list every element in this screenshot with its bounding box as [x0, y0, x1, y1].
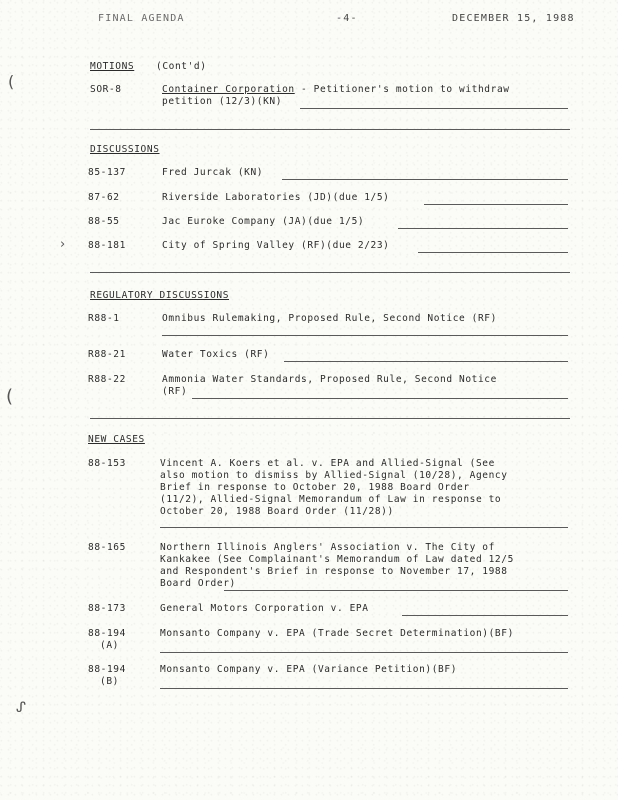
- rule: [300, 108, 568, 109]
- rule: [160, 688, 568, 689]
- rule: [192, 398, 568, 399]
- case-number: 88-165: [88, 542, 126, 553]
- case-description: Vincent A. Koers et al. v. EPA and Allied-Signal (See: [160, 458, 495, 469]
- case-number: 88-194: [88, 628, 126, 639]
- rule: [284, 361, 568, 362]
- new-cases-heading: NEW CASES: [88, 434, 145, 445]
- case-description: October 20, 1988 Board Order (11/28)): [160, 506, 394, 517]
- case-description: General Motors Corporation v. EPA: [160, 603, 369, 614]
- case-number: 88-194: [88, 664, 126, 675]
- case-number: 88-181: [88, 240, 126, 251]
- margin-bracket-icon: (: [6, 386, 14, 407]
- case-subpart: (B): [100, 676, 119, 687]
- case-description: Water Toxics (RF): [162, 349, 270, 360]
- case-description: Monsanto Company v. EPA (Trade Secret Determination)(BF): [160, 628, 514, 639]
- page-number: -4-: [336, 13, 358, 24]
- agenda-date: DECEMBER 15, 1988: [452, 13, 575, 24]
- rule: [90, 272, 570, 273]
- case-description: also motion to dismiss by Allied-Signal (10/28), Agency: [160, 470, 508, 481]
- case-description: Kankakee (See Complainant's Memorandum of Law dated 12/5: [160, 554, 514, 565]
- rule: [224, 590, 568, 591]
- case-description: City of Spring Valley (RF)(due 2/23): [162, 240, 390, 251]
- case-description: Riverside Laboratories (JD)(due 1/5): [162, 192, 390, 203]
- rule: [162, 335, 568, 336]
- case-description: Northern Illinois Anglers' Association v. The City of: [160, 542, 495, 553]
- case-number: R88-21: [88, 349, 126, 360]
- rule: [418, 252, 568, 253]
- arrow-mark-icon: ›: [60, 237, 66, 252]
- case-description: (11/2), Allied-Signal Memorandum of Law in response to: [160, 494, 502, 505]
- case-description: [162, 84, 510, 96]
- rule: [160, 527, 568, 528]
- case-description: Monsanto Company v. EPA (Variance Petition)(BF): [160, 664, 458, 675]
- case-number: 88-173: [88, 603, 126, 614]
- case-description-line2: petition (12/3)(KN): [162, 96, 283, 107]
- case-number: 85-137: [88, 167, 126, 178]
- case-subpart: (A): [100, 640, 119, 651]
- case-number: SOR-8: [90, 84, 122, 95]
- case-number: 88-153: [88, 458, 126, 469]
- agenda-title: FINAL AGENDA: [98, 13, 185, 24]
- case-description: Omnibus Rulemaking, Proposed Rule, Second Notice (RF): [162, 313, 497, 324]
- case-description-rest: - Petitioner's motion to withdraw: [294, 84, 510, 95]
- case-description: and Respondent's Brief in response to November 17, 1988: [160, 566, 508, 577]
- regulatory-heading: REGULATORY DISCUSSIONS: [90, 290, 230, 301]
- rule: [90, 129, 570, 130]
- rule: [160, 652, 568, 653]
- rule: [90, 418, 570, 419]
- case-description-line2: (RF): [162, 386, 188, 397]
- case-description: Board Order): [160, 578, 236, 589]
- rule: [424, 204, 568, 205]
- case-number: R88-22: [88, 374, 126, 385]
- motions-heading: MOTIONS: [90, 61, 135, 72]
- case-number: 87-62: [88, 192, 120, 203]
- rule: [402, 615, 568, 616]
- case-description: Fred Jurcak (KN): [162, 167, 264, 178]
- case-description: Jac Euroke Company (JA)(due 1/5): [162, 216, 365, 227]
- margin-scribble-icon: ᔑ: [16, 700, 26, 716]
- rule: [282, 179, 568, 180]
- rule: [398, 228, 568, 229]
- case-number: 88-55: [88, 216, 120, 227]
- margin-bracket-icon: (: [8, 72, 15, 91]
- case-description: Ammonia Water Standards, Proposed Rule, Second Notice: [162, 374, 497, 385]
- motions-cont: (Cont'd): [156, 61, 207, 72]
- discussions-heading: DISCUSSIONS: [90, 144, 160, 155]
- case-number: R88-1: [88, 313, 120, 324]
- case-title: Container Corporation: [162, 84, 295, 95]
- case-description: Brief in response to October 20, 1988 Board Order: [160, 482, 470, 493]
